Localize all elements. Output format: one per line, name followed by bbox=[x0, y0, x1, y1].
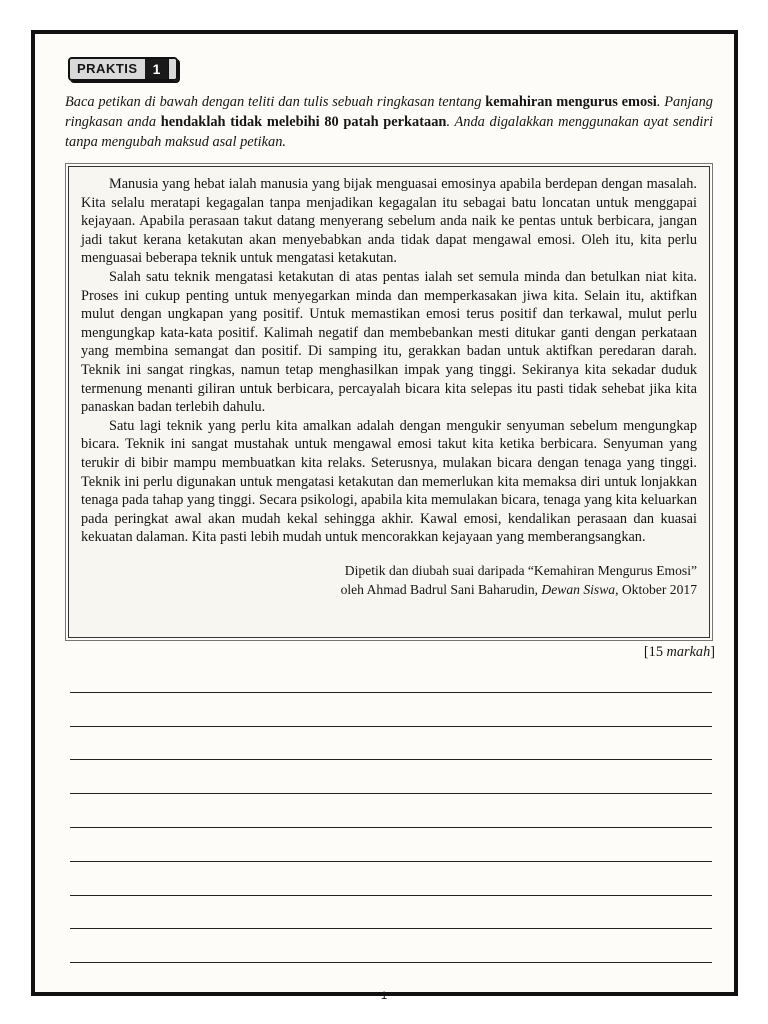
source-line-2 bbox=[81, 580, 697, 599]
passage-box bbox=[68, 166, 710, 638]
answer-line[interactable] bbox=[70, 828, 712, 862]
marks-word: markah bbox=[666, 644, 711, 660]
instruction-bold2: hendaklah tidak melebihi 80 patah perkataan bbox=[160, 114, 447, 130]
passage-paragraph-2: Salah satu teknik mengatasi ketakutan di atas pentas ialah set semula minda dan betulkan niat kita. Proses ini cukup penting untuk menyegarkan minda dan memperkasakan jiwa kita. Selain itu, aktifkan mulut dengan ungkapan yang positif. Untuk memastikan emosi terus positif dan terkawal, mulut perlu mengungkap kata-kata positif. Kalimah negatif dan membebankan mesti ditukar ganti dengan perkataan yang membina semangat dan positif. Di samping itu, gerakkan badan untuk aktifkan peredaran darah. Teknik ini sangat ringkas, namun tetap menghasilkan impak yang tinggi. Sekiranya kita sekadar duduk termenung menanti giliran untuk berbicara, percayalah bicara kita selepas itu pasti tidak sehebat jika kita panaskan badan terlebih dahulu. bbox=[81, 268, 697, 416]
badge-label: PRAKTIS bbox=[70, 59, 145, 79]
instruction-part2: . Panjang ringkasan anda bbox=[65, 94, 714, 130]
source-publication: Dewan Siswa bbox=[541, 581, 616, 597]
instruction-bold1: kemahiran mengurus emosi bbox=[485, 94, 657, 110]
instruction-part3: . Anda digalakkan menggunakan ayat sendiri tanpa mengubah maksud asal petikan. bbox=[65, 114, 713, 150]
praktis-badge bbox=[68, 57, 178, 81]
passage-paragraph-1: Manusia yang hebat ialah manusia yang bijak menguasai emosinya apabila berdepan dengan masalah. Kita selalu meratapi kegagalan tanpa menjadikan kegagalan itu sebagai batu loncatan untuk menggapai kejayaan. Apabila perasaan takut datang menyerang sebelum anda naik ke pentas untuk berbicara, jangan jadi takut kerana ketakutan akan menyebabkan anda tidak dapat mengawal emosi. Oleh itu, kita perlu menguasai beberapa teknik untuk mengatasi ketakutan. bbox=[81, 176, 697, 267]
answer-line[interactable] bbox=[70, 794, 712, 828]
instruction-part1: Baca petikan di bawah dengan teliti dan tulis sebuah ringkasan tentang bbox=[65, 94, 482, 110]
marks-close: ] bbox=[710, 644, 715, 660]
passage-paragraph-3: Satu lagi teknik yang perlu kita amalkan adalah dengan mengukir senyuman sebelum mengungkap bicara. Teknik ini sangat mustahak untuk mengawal emosi takut kita ketika berbicara. Senyuman yang terukir di bibir mampu membuatkan kita relaks. Seterusnya, mulakan bicara dengan tenaga yang tinggi. Teknik ini perlu digunakan untuk mengatasi ketakutan dan memerlukan kita memaksa diri untuk lonjakkan tenaga pada tahap yang tinggi. Secara psikologi, apabila kita memulakan bicara, tenaga yang kita keluarkan pada peringkat awal akan mudah kekal sehingga akhir. Kawal emosi, kendalikan perasaan dan kuasai kekuatan dalaman. Kita pasti lebih mudah untuk mencorakkan kejayaan yang memberangsangkan. bbox=[81, 417, 697, 546]
instruction-text bbox=[65, 92, 713, 152]
source-line-1: Dipetik dan diubah suai daripada “Kemahiran Mengurus Emosi” bbox=[344, 562, 697, 578]
source-author: oleh Ahmad Badrul Sani Baharudin, bbox=[340, 581, 542, 597]
answer-line[interactable] bbox=[70, 896, 712, 930]
answer-line[interactable] bbox=[70, 693, 712, 727]
answer-line[interactable] bbox=[70, 659, 712, 693]
source-date: , Oktober 2017 bbox=[615, 581, 697, 597]
worksheet-frame bbox=[31, 30, 738, 996]
answer-line[interactable] bbox=[70, 727, 712, 761]
answer-lines[interactable] bbox=[70, 659, 712, 963]
marks-open: [15 bbox=[643, 644, 667, 660]
answer-line[interactable] bbox=[70, 929, 712, 963]
passage-source bbox=[81, 561, 697, 599]
answer-line[interactable] bbox=[70, 862, 712, 896]
badge-number: 1 bbox=[145, 59, 169, 79]
badge-tail bbox=[168, 59, 176, 79]
answer-line[interactable] bbox=[70, 760, 712, 794]
page-number: 1 bbox=[380, 990, 388, 1002]
